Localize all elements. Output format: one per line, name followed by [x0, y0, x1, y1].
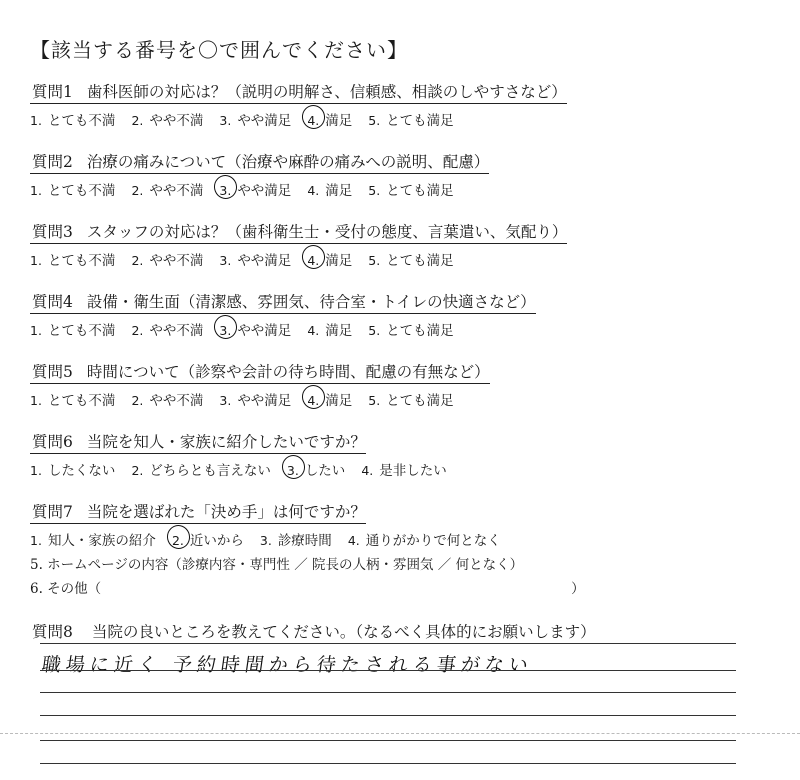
answer-option[interactable] [368, 319, 453, 339]
question-heading [30, 500, 366, 524]
option-label: やや不満 [149, 113, 204, 129]
answer-option[interactable] [131, 179, 203, 199]
answer-option[interactable] [368, 389, 453, 409]
question-1 [30, 80, 670, 129]
answer-option[interactable] [361, 459, 446, 479]
answer-option-circled[interactable] [307, 109, 352, 129]
question-heading [30, 290, 536, 314]
question-text: スタッフの対応は？（歯科衛生士・受付の態度、言葉遣い、気配り） [86, 223, 568, 241]
answer-option[interactable] [30, 389, 115, 409]
option-label: 通りがかりで何となく [365, 533, 501, 549]
answer-option[interactable] [30, 249, 115, 269]
question-3 [30, 220, 670, 269]
option-number: 2. [171, 533, 184, 548]
option-label: 満足 [325, 253, 353, 269]
question-number: 質問1 [32, 83, 73, 101]
option-number: 2. [131, 253, 144, 268]
answer-option[interactable] [131, 459, 270, 479]
handwritten-answer[interactable]: 職場に近く 予約時間から待たされる事がない [40, 654, 535, 676]
answer-option[interactable] [368, 179, 453, 199]
option-label: 知人・家族の紹介 [47, 533, 156, 549]
question-heading [30, 360, 490, 384]
answer-option[interactable]: 5. ホームページの内容（診療内容・専門性 ／ 院長の人柄・雰囲気 ／ 何となく） [30, 557, 524, 573]
question-7 [30, 500, 670, 597]
answer-option-circled[interactable] [219, 319, 291, 339]
question-number: 質問8 [32, 623, 73, 641]
answer-rule [40, 692, 736, 693]
option-number: 2. [131, 113, 144, 128]
answer-option-circled[interactable] [172, 529, 244, 549]
answer-option[interactable] [131, 389, 203, 409]
answer-option[interactable] [30, 109, 115, 129]
option-number: 3. [259, 533, 272, 548]
question-text: 時間について（診察や会計の待ち時間、配慮の有無など） [86, 363, 490, 381]
answer-option[interactable] [307, 319, 352, 339]
option-number: 1. [30, 253, 42, 268]
other-option-close: ） [571, 581, 585, 597]
answer-option-circled[interactable] [219, 179, 291, 199]
answer-option[interactable] [30, 179, 115, 199]
option-label: とても満足 [386, 323, 454, 339]
option-label: 診療時間 [277, 533, 332, 549]
answer-option[interactable] [30, 319, 115, 339]
answer-rule [40, 643, 736, 644]
answer-option[interactable] [368, 109, 453, 129]
option-label: とても不満 [47, 323, 116, 339]
other-option-row[interactable] [30, 577, 670, 597]
option-label: どちらとも言えない [149, 463, 271, 479]
option-number: 3. [219, 323, 232, 338]
option-label: とても満足 [386, 113, 454, 129]
option-label: 満足 [325, 393, 353, 409]
answer-rule [40, 670, 736, 671]
option-number: 3. [219, 183, 232, 198]
question-heading [30, 220, 567, 244]
option-number: 5. [368, 253, 381, 268]
option-label: とても満足 [386, 183, 454, 199]
question-number: 質問5 [32, 363, 73, 381]
option-label: 満足 [325, 323, 353, 339]
option-label: やや満足 [237, 393, 292, 409]
option-number: 2. [131, 183, 144, 198]
answer-options [30, 389, 670, 409]
answer-options [30, 529, 670, 549]
option-number: 5. [368, 113, 381, 128]
question-text: 当院の良いところを教えてください。（なるべく具体的にお願いします） [91, 623, 596, 641]
question-heading [30, 150, 489, 174]
option-label: やや不満 [149, 323, 204, 339]
question-number: 質問6 [32, 433, 73, 451]
option-number: 4. [307, 323, 320, 338]
answer-options [30, 179, 670, 199]
answer-option[interactable] [131, 319, 203, 339]
question-text: 当院を知人・家族に紹介したいですか？ [86, 433, 366, 451]
option-number: 1. [30, 463, 42, 478]
answer-option[interactable] [131, 109, 203, 129]
answer-option[interactable] [30, 529, 156, 549]
option-number: 5. [368, 183, 381, 198]
answer-option[interactable] [219, 389, 291, 409]
option-label: 近いから [189, 533, 244, 549]
answer-options [30, 319, 670, 339]
option-number: 2. [131, 463, 144, 478]
option-number: 5. [368, 323, 381, 338]
option-number: 5. [368, 393, 381, 408]
option-label: やや満足 [237, 253, 292, 269]
option-label: やや不満 [149, 393, 204, 409]
option-label: とても満足 [386, 253, 454, 269]
option-label: とても満足 [386, 393, 454, 409]
option-number: 4. [307, 253, 320, 268]
option-number: 4. [347, 533, 360, 548]
option-label: とても不満 [47, 253, 116, 269]
answer-option[interactable] [30, 459, 115, 479]
option-label: 満足 [325, 113, 353, 129]
answer-option[interactable] [131, 249, 203, 269]
option-number: 2. [131, 393, 144, 408]
option-label: したい [304, 463, 346, 479]
answer-option[interactable] [219, 249, 291, 269]
option-number: 1. [30, 183, 42, 198]
answer-rule [40, 763, 736, 764]
option-number: 1. [30, 533, 42, 548]
other-option-label: 6. その他（ [30, 581, 102, 597]
option-label: やや満足 [237, 323, 292, 339]
option-number: 3. [219, 253, 232, 268]
option-number: 3. [286, 463, 299, 478]
question-text: 設備・衛生面（清潔感、雰囲気、待合室・トイレの快適さなど） [86, 293, 536, 311]
question-number: 質問2 [32, 153, 73, 171]
answer-option-circled[interactable] [307, 249, 352, 269]
option-number: 4. [361, 463, 374, 478]
question-5 [30, 360, 670, 409]
question-text: 当院を選ばれた「決め手」は何ですか？ [86, 503, 366, 521]
answer-option[interactable] [368, 249, 453, 269]
form-title: 【該当する番号を〇で囲んでください】 [30, 38, 408, 62]
answer-option[interactable] [219, 109, 291, 129]
question-6 [30, 430, 670, 479]
question-2 [30, 150, 670, 199]
question-heading [30, 430, 366, 454]
option-number: 3. [219, 113, 232, 128]
answer-options [30, 459, 670, 479]
answer-rule [40, 715, 736, 716]
answer-option-circled[interactable] [287, 459, 345, 479]
question-4 [30, 290, 670, 339]
answer-option-circled[interactable] [307, 389, 352, 409]
question-8 [30, 620, 770, 643]
option-label: とても不満 [47, 393, 116, 409]
option-label: とても不満 [47, 183, 116, 199]
option-number: 1. [30, 323, 42, 338]
option-number: 4. [307, 393, 320, 408]
option-label: 是非したい [379, 463, 447, 479]
question-number: 質問4 [32, 293, 73, 311]
answer-options [30, 109, 670, 129]
answer-option[interactable] [348, 529, 501, 549]
answer-options [30, 249, 670, 269]
option-number: 3. [219, 393, 232, 408]
option-label: やや満足 [237, 183, 292, 199]
option-label: 満足 [325, 183, 353, 199]
option-number: 2. [131, 323, 144, 338]
question-number: 質問7 [32, 503, 73, 521]
option-label: やや不満 [149, 183, 204, 199]
option-label: したくない [47, 463, 116, 479]
answer-option[interactable] [260, 529, 332, 549]
option-number: 1. [30, 113, 42, 128]
scan-fold-line [0, 733, 800, 734]
question-text: 歯科医師の対応は？（説明の明解さ、信頼感、相談のしやすさなど） [86, 83, 567, 101]
option-number: 4. [307, 113, 320, 128]
option-label: やや不満 [149, 253, 204, 269]
answer-rule [40, 740, 736, 741]
option-label: やや満足 [237, 113, 292, 129]
question-number: 質問3 [32, 223, 73, 241]
answer-option[interactable] [307, 179, 352, 199]
option-number: 1. [30, 393, 42, 408]
question-heading [30, 80, 567, 104]
option-number: 4. [307, 183, 320, 198]
question-text: 治療の痛みについて（治療や麻酔の痛みへの説明、配慮） [86, 153, 490, 171]
option-label: とても不満 [47, 113, 116, 129]
question-8-heading [30, 620, 596, 643]
